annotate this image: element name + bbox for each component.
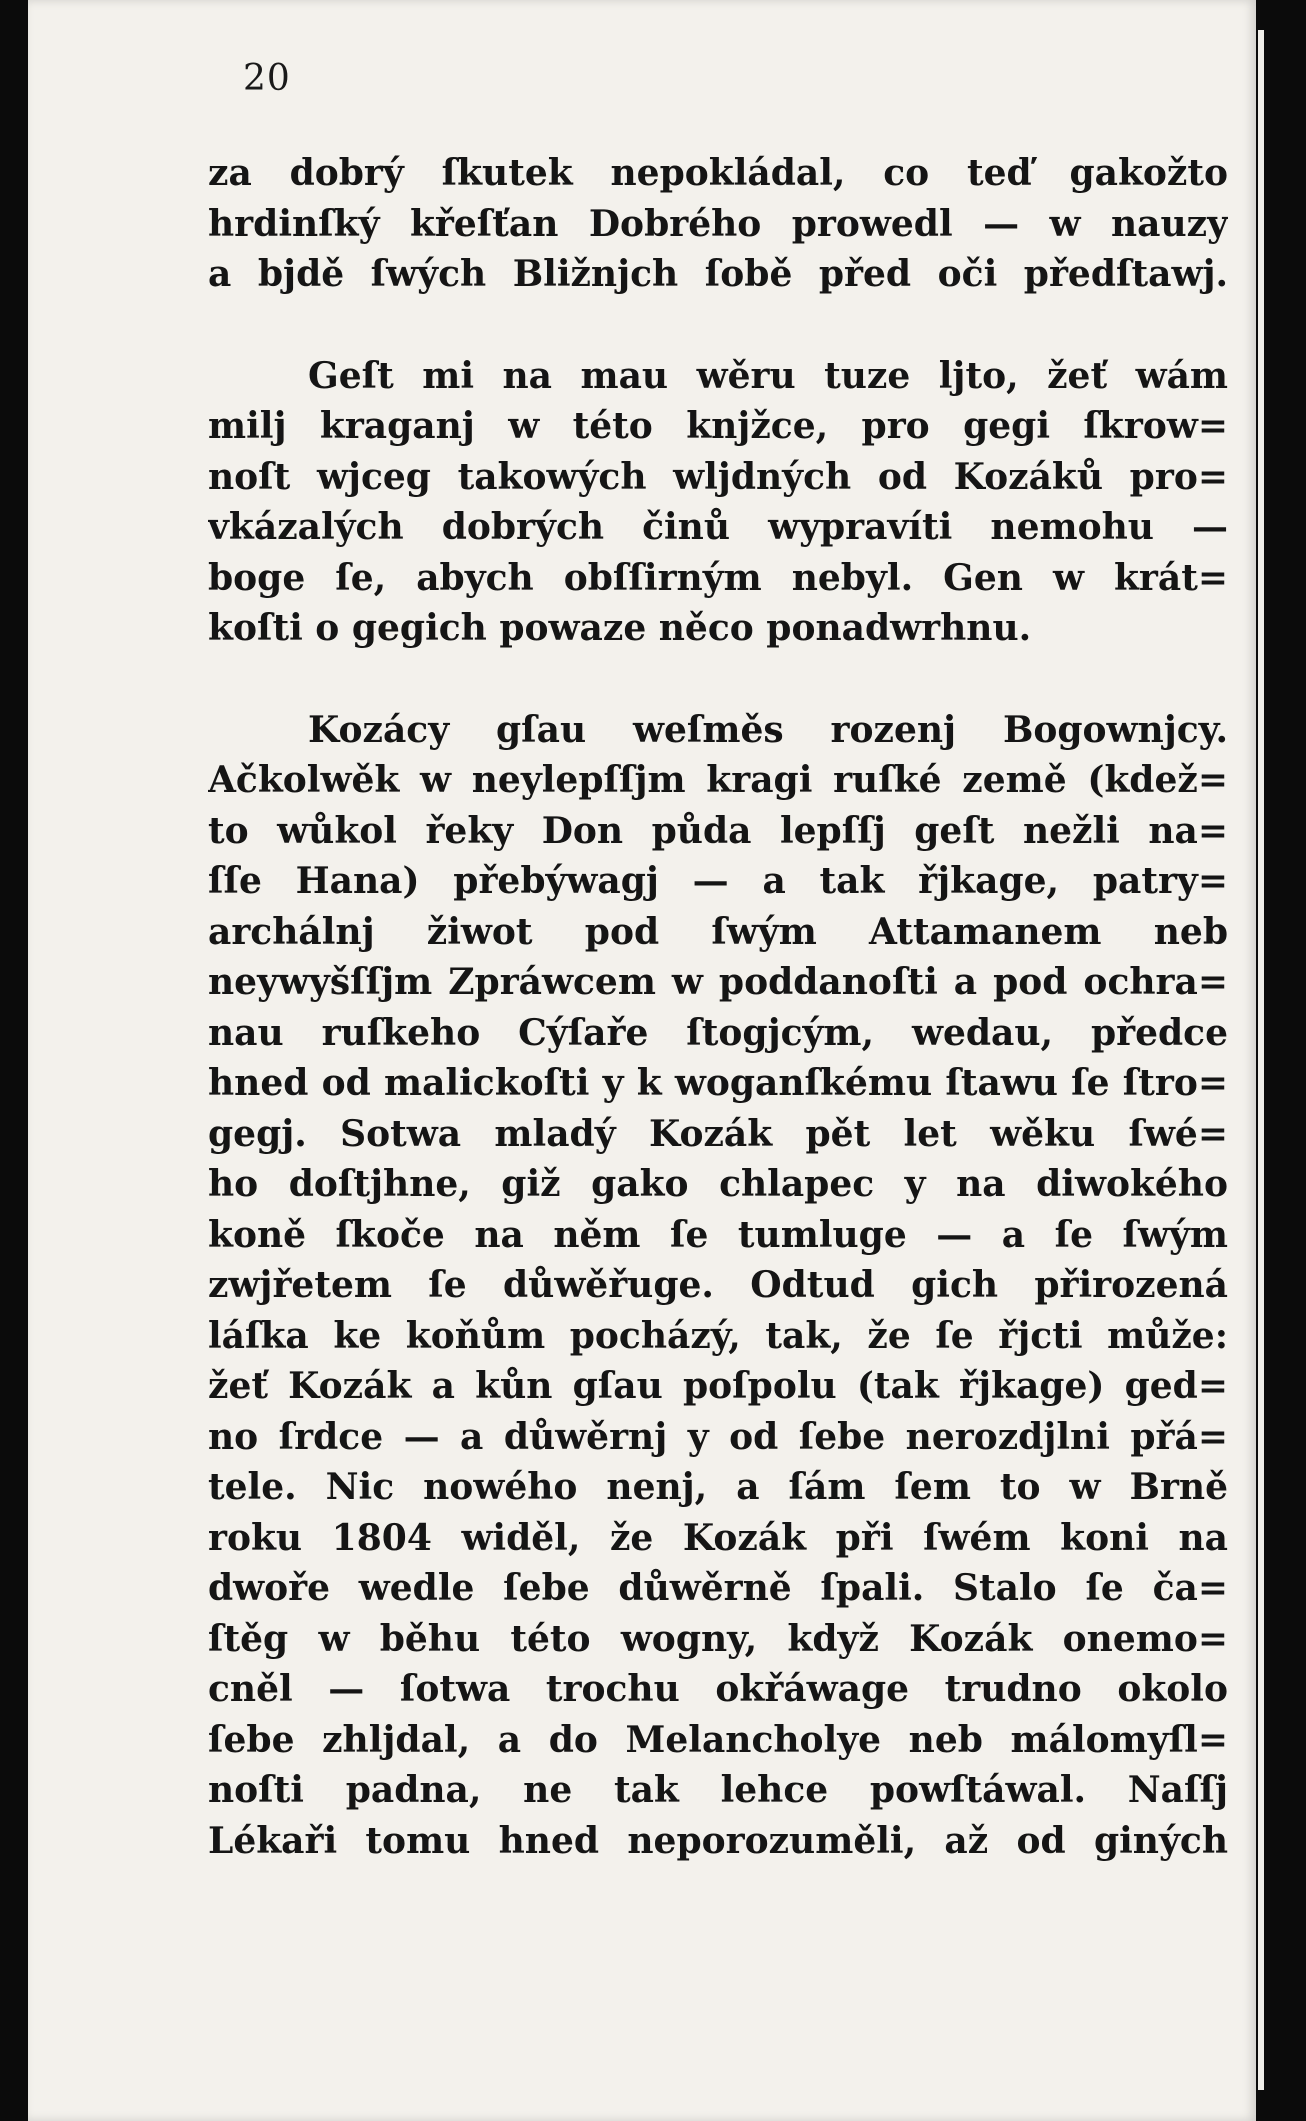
paragraph-2: [208, 351, 1228, 654]
text-line: Geſt mi na mau wěru tuze ljto, žeť wám: [308, 354, 1228, 397]
book-page: [28, 0, 1256, 2121]
text-line: Lékaři tomu hned neporozuměli, až od giných: [208, 1819, 1228, 1862]
text-line: gegj. Sotwa mladý Kozák pět let wěku ſwé=: [208, 1112, 1228, 1155]
text-line: láſka ke koňům pocházý, tak, že ſe řjcti může:: [208, 1314, 1228, 1357]
text-line: neywyšſſjm Zpráwcem w poddanoſti a pod ochra=: [208, 961, 1228, 1003]
adjacent-page-edge: [1258, 30, 1264, 2090]
text-line: nau ruſkeho Cýſaře ſtogjcým, wedau, předce: [208, 1011, 1228, 1054]
text-line: cněl — ſotwa trochu okřáwage trudno okolo: [208, 1668, 1228, 1710]
text-line: dwoře wedle ſebe důwěrně ſpali. Stalo ſe ča=: [208, 1567, 1228, 1609]
body-text: [208, 148, 1228, 1866]
text-line: boge ſe, abych obſſirným nebyl. Gen w krát=: [208, 556, 1228, 599]
text-line: žeť Kozák a kůn gſau poſpolu (tak řjkage) ged=: [208, 1365, 1228, 1407]
text-line: ſſe Hana) přebýwagj — a tak řjkage, patry=: [208, 860, 1228, 902]
text-line: za dobrý ſkutek nepokládal, co teď gakožto: [208, 152, 1228, 194]
text-line: milj kraganj w této knjžce, pro gegi ſkrow=: [208, 405, 1228, 447]
text-line: to wůkol řeky Don půda lepſſj geſt nežli na=: [208, 809, 1228, 852]
text-line: archálnj žiwot pod ſwým Attamanem neb: [208, 910, 1228, 953]
text-line: ſebe zhljdal, a do Melancholye neb málomyſl=: [208, 1718, 1228, 1761]
text-line: tele. Nic nowého nenj, a ſám ſem to w Brně: [208, 1466, 1228, 1508]
text-line: zwjřetem ſe důwěřuge. Odtud gich přirozená: [208, 1264, 1228, 1306]
text-line: Ačkolwěk w neylepſſjm kragi ruſké země (kdež=: [208, 759, 1228, 801]
text-line: a bjdě ſwých Bližnjch ſobě před oči předſtawj.: [208, 253, 1228, 295]
text-line: hrdinſký křeſťan Dobrého prowedl — w nauzy: [208, 202, 1228, 245]
text-line: ho doſtjhne, giž gako chlapec y na diwokého: [208, 1163, 1228, 1205]
paragraph-1: [208, 148, 1228, 300]
text-line: roku 1804 widěl, že Kozák při ſwém koni na: [208, 1516, 1228, 1559]
text-line: hned od malickoſti y k woganſkému ſtawu ſe ſtro=: [208, 1062, 1228, 1104]
text-line: Kozácy gſau weſměs rozenj Bogownjcy.: [308, 708, 1228, 751]
text-line: no ſrdce — a důwěrnj y od ſebe nerozdjlni přá=: [208, 1415, 1228, 1458]
text-line: noſti padna, ne tak lehce powſtáwal. Naſſj: [208, 1769, 1228, 1811]
text-line: ſtěg w běhu této wogny, když Kozák onemo=: [208, 1617, 1228, 1660]
text-line: koně ſkoče na něm ſe tumluge — a ſe ſwým: [208, 1213, 1228, 1256]
paragraph-3: [208, 705, 1228, 1867]
text-line: vkázalých dobrých činů wypravíti nemohu —: [208, 506, 1228, 548]
text-line: noſt wjceg takowých wljdných od Kozáků pro=: [208, 455, 1228, 498]
page-number: 20: [243, 58, 291, 99]
text-line: koſti o gegich powaze něco ponadwrhnu.: [208, 607, 1032, 649]
